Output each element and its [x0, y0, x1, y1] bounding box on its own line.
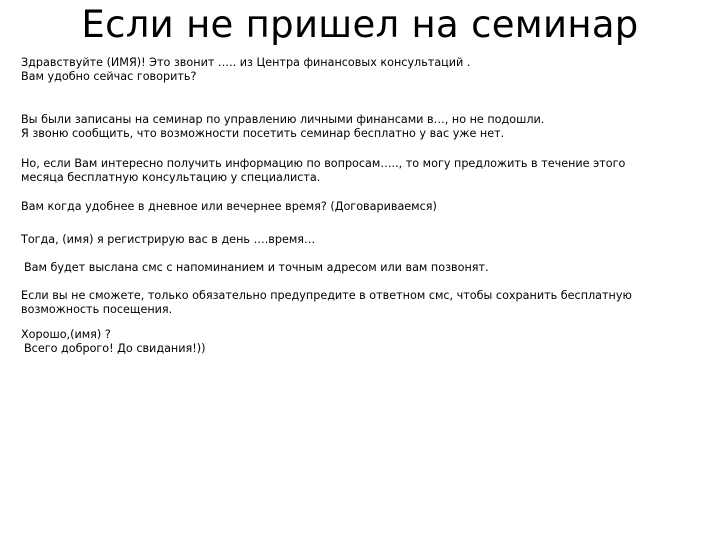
- paragraph-line: Вам удобно сейчас говорить?: [21, 70, 197, 83]
- paragraph-line: Хорошо,(имя) ?: [21, 328, 111, 341]
- paragraph-confirmation: [21, 328, 701, 342]
- paragraph-registration: [21, 233, 701, 247]
- paragraph-line: Всего доброго! До свидания!)): [24, 342, 206, 355]
- paragraph-greeting: [21, 56, 701, 84]
- paragraph-time-question: [21, 200, 701, 214]
- paragraph-line: месяца бесплатную консультацию у специалиста.: [21, 171, 321, 184]
- paragraph-line: Но, если Вам интересно получить информацию по вопросам….., то могу предложить в течение этого: [21, 157, 626, 170]
- paragraph-cancellation-notice: [21, 289, 701, 317]
- slide-title: Если не пришел на семинар: [81, 3, 639, 46]
- paragraph-sms-reminder: [24, 261, 704, 275]
- paragraph-line: Вы были записаны на семинар по управлению личными финансами в…, но не подошли.: [21, 113, 545, 126]
- paragraph-line: Здравствуйте (ИМЯ)! Это звонит ….. из Центра финансовых консультаций .: [21, 56, 471, 69]
- paragraph-missed-seminar: [21, 113, 701, 141]
- paragraph-line: Вам будет выслана смс с напоминанием и точным адресом или вам позвонят.: [24, 261, 489, 274]
- paragraph-farewell: [24, 342, 704, 356]
- paragraph-line: возможность посещения.: [21, 303, 173, 316]
- paragraph-line: Тогда, (имя) я регистрирую вас в день ….время…: [21, 233, 316, 246]
- paragraph-line: Вам когда удобнее в дневное или вечернее время? (Договариваемся): [21, 200, 437, 213]
- paragraph-line: Я звоню сообщить, что возможности посетить семинар бесплатно у вас уже нет.: [21, 127, 505, 140]
- paragraph-consultation-offer: [21, 157, 701, 185]
- paragraph-line: Если вы не сможете, только обязательно предупредите в ответном смс, чтобы сохранить бесплатную: [21, 289, 632, 302]
